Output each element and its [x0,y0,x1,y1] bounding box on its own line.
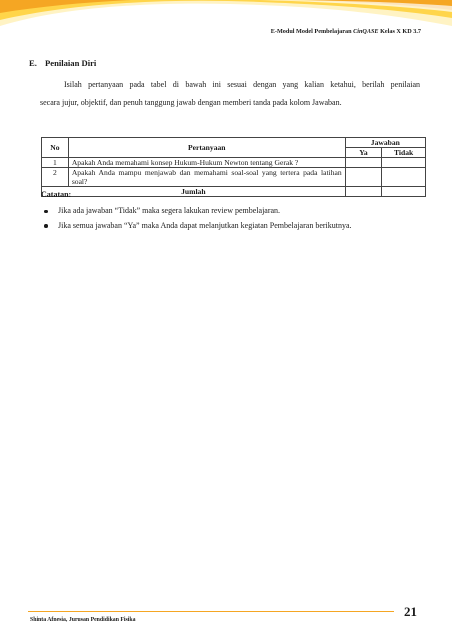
answer-no-cell[interactable] [382,158,426,168]
column-header-question: Pertanyaan [68,138,345,158]
footer-author: Shinta Afnesia, Jurusan Pendidikan Fisika [30,617,136,623]
answer-no-cell[interactable] [382,168,426,187]
total-yes-cell[interactable] [345,187,382,197]
total-no-cell[interactable] [382,187,426,197]
notes-title: Catatan: [41,190,72,199]
answer-yes-cell[interactable] [345,158,382,168]
column-header-no: No [42,138,69,158]
row-number: 1 [42,158,69,168]
footer-divider [28,611,394,612]
total-row [42,187,426,197]
section-heading [29,58,96,68]
instruction-line-1: Isilah pertanyaan pada tabel di bawah ini sesuai dengan yang kalian ketahui, berilah penilaian [64,80,420,89]
instruction-line-2: secara jujur, objektif, dan penuh tanggung jawab dengan memberi tanda pada kolom Jawaban. [40,98,342,107]
column-header-no-answer: Tidak [382,148,426,158]
header-title-prefix: E-Modul Model Pembelajaran [270,28,354,35]
section-number: E. [29,58,37,68]
table-row [42,168,426,187]
total-label: Jumlah [42,187,346,197]
instruction-paragraph [40,76,420,112]
self-assessment-table [41,137,426,197]
row-number: 2 [42,168,69,187]
section-title: Penilaian Diri [45,58,97,68]
row-question: Apakah Anda mampu menjawab dan memahami soal-soal yang tertera pada latihan soal? [68,168,345,187]
row-question: Apakah Anda memahami konsep Hukum-Hukum Newton tentang Gerak ? [68,158,345,168]
list-item: Jika ada jawaban “Tidak” maka segera lakukan review pembelajaran. [41,204,352,219]
column-header-answer: Jawaban [345,138,425,148]
header-title-italic: CinQASE [353,28,379,35]
header-title-suffix: Kelas X KD 3.7 [378,28,421,35]
answer-yes-cell[interactable] [345,168,382,187]
list-item: Jika semua jawaban “Ya” maka Anda dapat melanjutkan kegiatan Pembelajaran berikutnya. [41,219,352,234]
table-row [42,158,426,168]
column-header-yes: Ya [345,148,382,158]
module-header [271,28,421,35]
page-number: 21 [404,604,417,619]
notes-list [41,204,352,233]
